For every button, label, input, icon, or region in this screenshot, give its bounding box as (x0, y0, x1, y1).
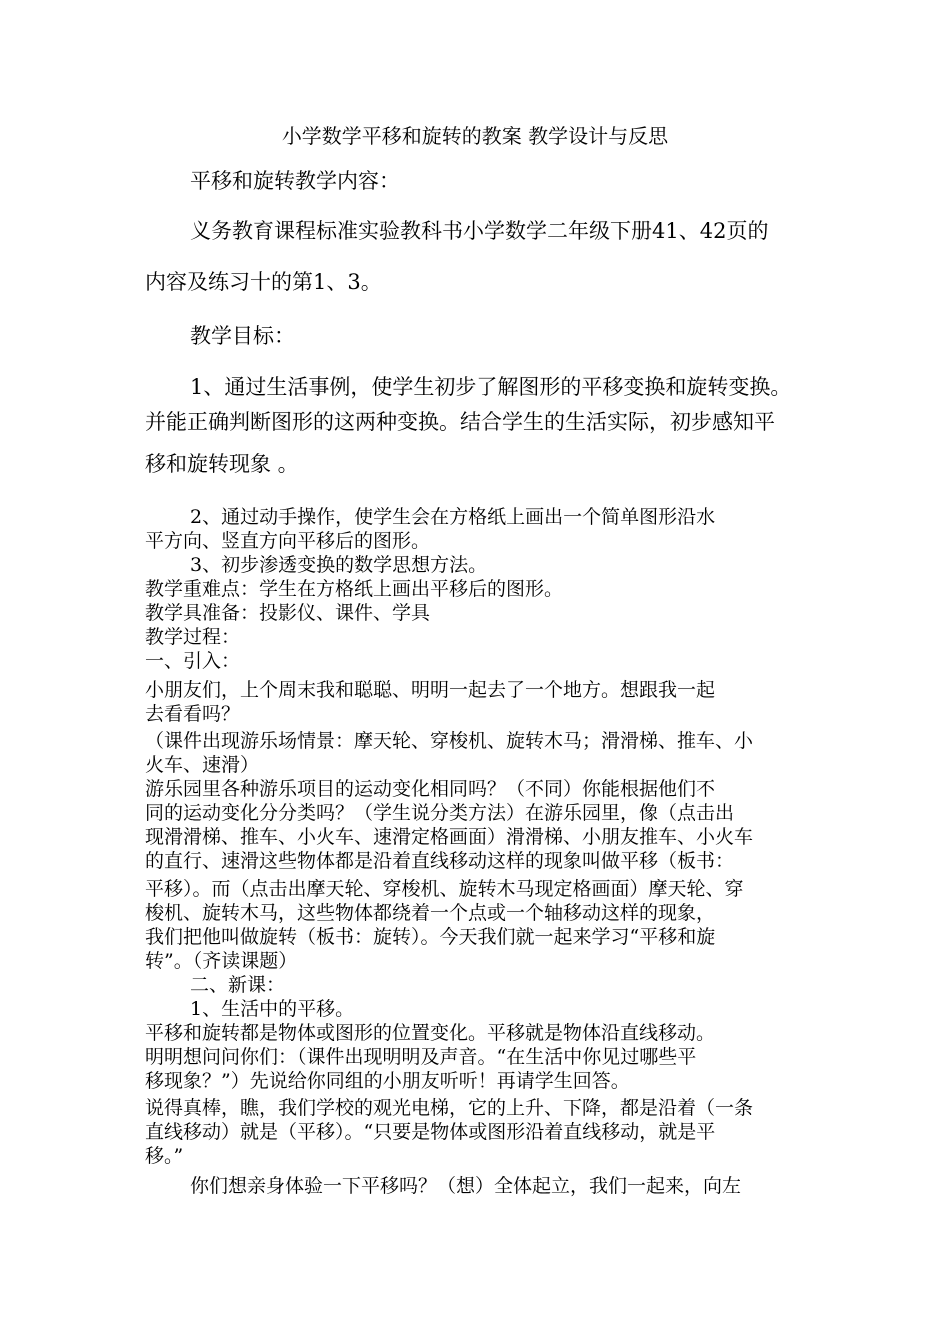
paragraph-line: 现滑滑梯、推车、小火车、速滑定格画面）滑滑梯、小朋友推车、小火车 (145, 826, 754, 848)
paragraph-line: 内容及练习十的第1、3。 (145, 270, 382, 294)
paragraph-line: 梭机、旋转木马，这些物体都绕着一个点或一个轴移动这样的现象， (145, 902, 716, 924)
section-heading-intro: 一、引入： (145, 650, 241, 672)
paragraph-line: 的直行、速滑这些物体都是沿着直线移动这样的现象叫做平移（板书： (145, 850, 735, 872)
paragraph-line: 移现象？”）先说给你同组的小朋友听听！再请学生回答。 (145, 1070, 630, 1092)
paragraph-line: 同的运动变化分分类吗？（学生说分类方法）在游乐园里，像（点击出 (145, 802, 735, 824)
section-heading-new-lesson: 二、新课： (190, 974, 286, 996)
paragraph-line: 你们想亲身体验一下平移吗？（想）全体起立，我们一起来，向左 (190, 1175, 742, 1197)
paragraph-line: 平方向、竖直方向平移后的图形。 (145, 530, 431, 552)
section-heading-process: 教学过程： (145, 626, 241, 648)
paragraph-line: 3、初步渗透变换的数学思想方法。 (190, 554, 488, 576)
paragraph-line: 明明想问问你们：（课件出现明明及声音。“在生活中你见过哪些平 (145, 1046, 697, 1068)
paragraph-line: 1、通过生活事例，使学生初步了解图形的平移变换和旋转变换。 (190, 375, 792, 399)
paragraph-line: 义务教育课程标准实验教科书小学数学二年级下册41、42页的 (190, 219, 769, 243)
paragraph-line: 并能正确判断图形的这两种变换。结合学生的生活实际，初步感知平 (145, 410, 775, 434)
section-heading-goals: 教学目标： (190, 324, 295, 348)
paragraph-line: 移和旋转现象 。 (145, 452, 299, 476)
paragraph-line: （课件出现游乐场情景：摩天轮、穿梭机、旋转木马；滑滑梯、推车、小 (145, 730, 754, 752)
paragraph-line: 平移和旋转都是物体或图形的位置变化。平移就是物体沿直线移动。 (145, 1022, 716, 1044)
paragraph-line: 说得真棒，瞧，我们学校的观光电梯，它的上升、下降，都是沿着（一条 (145, 1097, 754, 1119)
paragraph-line: 游乐园里各种游乐项目的运动变化相同吗？（不同）你能根据他们不 (145, 778, 716, 800)
paragraph-line: 教学具准备：投影仪、课件、学具 (145, 602, 431, 624)
paragraph-line: 小朋友们，上个周末我和聪聪、明明一起去了一个地方。想跟我一起 (145, 679, 716, 701)
document-title: 小学数学平移和旋转的教案 教学设计与反思 (281, 124, 669, 148)
paragraph-line: 火车、速滑） (145, 754, 260, 776)
paragraph-line: 教学重难点：学生在方格纸上画出平移后的图形。 (145, 578, 564, 600)
paragraph-line: 平移）。而（点击出摩天轮、穿梭机、旋转木马现定格画面）摩天轮、穿 (145, 878, 744, 900)
paragraph-line: 直线移动）就是（平移）。“只要是物体或图形沿着直线移动，就是平 (145, 1121, 716, 1143)
subsection-heading: 1、生活中的平移。 (190, 998, 355, 1020)
paragraph-line: 去看看吗？ (145, 703, 241, 725)
section-heading-content: 平移和旋转教学内容： (190, 169, 400, 193)
paragraph-line: 移。” (145, 1145, 184, 1167)
paragraph-line: 转”。（齐读课题） (145, 950, 298, 972)
paragraph-line: 2、通过动手操作，使学生会在方格纸上画出一个简单图形沿水 (190, 506, 716, 528)
paragraph-line: 我们把他叫做旋转（板书：旋转）。今天我们就一起来学习“平移和旋 (145, 926, 716, 948)
